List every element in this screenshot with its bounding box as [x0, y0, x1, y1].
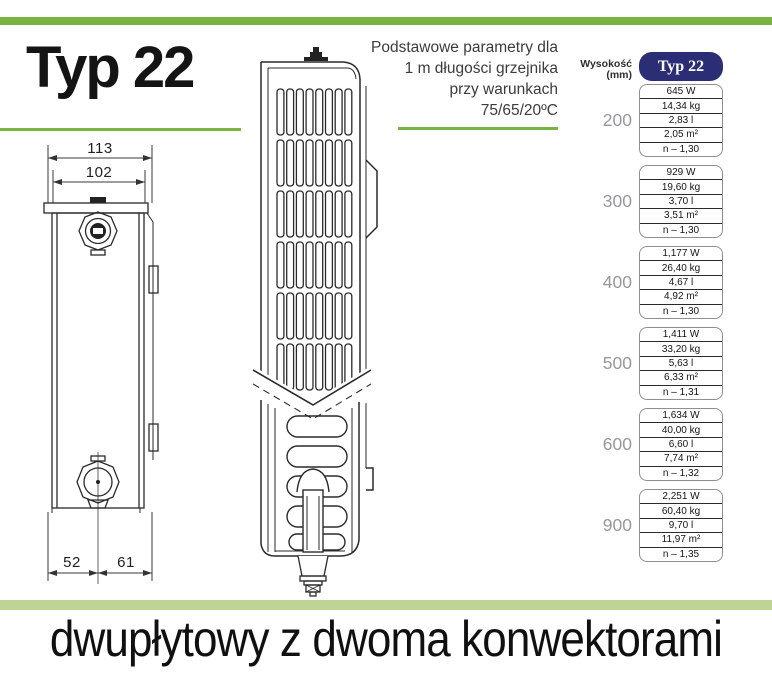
conditions-line: Podstawowe parametry dla: [371, 39, 558, 56]
dim-label-bottom-left: 52: [63, 554, 81, 571]
air-vent-valve: [79, 212, 117, 255]
conditions-line: 1 m długości grzejnika: [404, 60, 558, 77]
water-volume-value: 4,67 l: [640, 275, 722, 289]
bottom-green-bar: [0, 600, 772, 610]
dimension-102: [53, 164, 145, 185]
surface-area-value: 3,51 m²: [640, 208, 722, 222]
weight-value: 19,60 kg: [640, 179, 722, 193]
height-value: 900: [602, 515, 632, 535]
weight-value: 33,20 kg: [640, 341, 722, 355]
radiator-side-view: [44, 140, 158, 584]
radiator-type-caption: dwupłytowy z dwoma konwektorami: [49, 611, 723, 667]
water-volume-value: 3,70 l: [640, 194, 722, 208]
bottom-plug: [298, 556, 328, 596]
spec-box: [639, 408, 723, 481]
spec-box: [639, 165, 723, 238]
spec-box: [639, 84, 723, 157]
height-value: 600: [602, 434, 632, 454]
dimension-61: [98, 554, 152, 576]
front-bracket-hook: [366, 160, 377, 238]
exponent-value: n – 1,31: [640, 385, 722, 399]
dimension-52: [48, 554, 98, 576]
radiator-front-view: [253, 47, 377, 596]
height-column-header: Wysokość (mm): [580, 58, 632, 81]
power-value: 1,634 W: [662, 410, 700, 422]
page-title: Typ 22: [26, 35, 194, 100]
power-value: 1,177 W: [662, 248, 700, 260]
height-value: 200: [602, 110, 632, 130]
surface-area-value: 11,97 m²: [640, 532, 722, 546]
power-value: 645 W: [666, 86, 696, 98]
water-volume-value: 2,83 l: [640, 113, 722, 127]
table-group-900: [575, 489, 745, 562]
weight-value: 26,40 kg: [640, 260, 722, 274]
water-volume-value: 6,60 l: [640, 437, 722, 451]
height-value: 300: [602, 191, 632, 211]
exponent-value: n – 1,30: [640, 142, 722, 156]
table-group-600: [575, 408, 745, 481]
dim-label-bottom-right: 61: [117, 554, 135, 571]
front-bracket-step: [366, 468, 373, 490]
table-header: [575, 52, 745, 81]
surface-area-value: 2,05 m²: [640, 127, 722, 141]
weight-value: 60,40 kg: [640, 503, 722, 517]
power-value: 2,251 W: [662, 491, 700, 503]
exponent-value: n – 1,35: [640, 547, 722, 561]
power-value: 1,411 W: [662, 329, 700, 341]
surface-area-value: 4,92 m²: [640, 289, 722, 303]
surface-area-value: 6,33 m²: [640, 370, 722, 384]
dim-label-inner-width: 102: [85, 164, 113, 181]
surface-area-value: 7,74 m²: [640, 451, 722, 465]
convector-grille: [277, 89, 352, 390]
water-volume-value: 9,70 l: [640, 518, 722, 532]
spec-box: [639, 489, 723, 562]
power-value: 929 W: [666, 167, 696, 179]
break-symbol: [253, 366, 371, 435]
exponent-value: n – 1,30: [640, 304, 722, 318]
weight-value: 14,34 kg: [640, 98, 722, 112]
type-column-header: Typ 22: [639, 52, 723, 81]
side-top-tab: [90, 197, 106, 203]
conditions-line: 75/65/20ºC: [480, 102, 558, 119]
spec-box: [639, 246, 723, 319]
spec-table: [575, 52, 745, 570]
spec-box: [639, 327, 723, 400]
convector-fins: [287, 416, 347, 552]
water-volume-value: 5,63 l: [640, 356, 722, 370]
height-value: 500: [602, 353, 632, 373]
exponent-value: n – 1,30: [640, 223, 722, 237]
conditions-line: przy warunkach: [449, 81, 558, 98]
table-group-300: [575, 165, 745, 238]
dimension-113: [48, 140, 152, 161]
side-top-cap: [44, 203, 148, 213]
front-vent-cap: [304, 47, 328, 61]
table-group-500: [575, 327, 745, 400]
table-group-200: [575, 84, 745, 157]
dim-label-total-width: 113: [87, 140, 113, 157]
exponent-value: n – 1,32: [640, 466, 722, 480]
height-value: 400: [602, 272, 632, 292]
weight-value: 40,00 kg: [640, 422, 722, 436]
table-group-400: [575, 246, 745, 319]
